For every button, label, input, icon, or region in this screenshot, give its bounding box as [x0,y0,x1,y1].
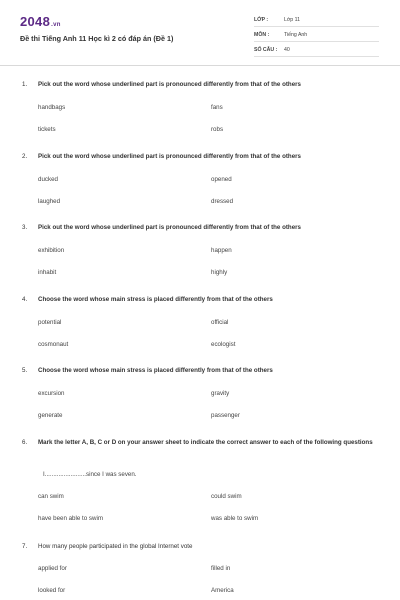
question-2-title: 2. Pick out the word whose underlined part is pronounced differently from that of the others [22,153,301,160]
question-6-stem: I........................since I was seven. [43,471,137,478]
question-1-option[interactable]: tickets [38,126,56,133]
question-5-option[interactable]: gravity [211,390,230,397]
question-3-option[interactable]: highly [211,269,228,276]
question-3-option[interactable]: inhabit [38,269,57,276]
question-7-option[interactable]: America [211,587,234,594]
info-label: LỚP : [254,17,269,23]
info-row-count [254,43,379,57]
question-1-option[interactable]: fans [211,104,223,111]
info-row-class [254,13,379,27]
info-row-subject [254,28,379,42]
question-7-title: 7. How many people participated in the global Internet vote [22,543,193,550]
question-2-option[interactable]: ducked [38,176,58,183]
question-6-title: 6. Mark the letter A, B, C or D on your answer sheet to indicate the correct answer to each of the following questions [22,439,373,446]
question-4-option[interactable]: ecologist [211,341,236,348]
page-header [0,0,400,66]
question-1-title: 1. Pick out the word whose underlined part is pronounced differently from that of the others [22,81,301,88]
question-6-option[interactable]: could swim [211,493,242,500]
question-5-option[interactable]: passenger [211,412,240,419]
question-1-option[interactable]: handbags [38,104,66,111]
info-label: SỐ CÂU : [254,47,278,53]
site-logo[interactable]: 2048.vn [20,14,61,29]
question-2-option[interactable]: opened [211,176,232,183]
question-3-option[interactable]: happen [211,247,232,254]
question-2-option[interactable]: laughed [38,198,61,205]
info-value: Lớp 11 [284,17,300,23]
question-2-option[interactable]: dressed [211,198,234,205]
info-label: MÔN : [254,32,270,38]
question-6-option[interactable]: can swim [38,493,64,500]
question-7-option[interactable]: looked for [38,587,66,594]
document-title: Đề thi Tiếng Anh 11 Học kì 2 có đáp án (Đề 1) [20,34,174,43]
info-value: Tiếng Anh [284,32,308,38]
question-6-option[interactable]: have been able to swim [38,515,104,522]
question-5-option[interactable]: excursion [38,390,65,397]
question-5-option[interactable]: generate [38,412,63,419]
question-4-title: 4. Choose the word whose main stress is placed differently from that of the others [22,296,273,303]
info-value: 40 [284,47,290,53]
question-1-option[interactable]: robs [211,126,224,133]
question-7-option[interactable]: filled in [211,565,231,572]
question-7-option[interactable]: applied for [38,565,67,572]
question-4-option[interactable]: potential [38,319,62,326]
question-5-title: 5. Choose the word whose main stress is placed differently from that of the others [22,367,273,374]
question-3-title: 3. Pick out the word whose underlined part is pronounced differently from that of the others [22,224,301,231]
question-4-option[interactable]: official [211,319,229,326]
question-4-option[interactable]: cosmonaut [38,341,69,348]
question-3-option[interactable]: exhibition [38,247,65,254]
question-6-option[interactable]: was able to swim [211,515,259,522]
